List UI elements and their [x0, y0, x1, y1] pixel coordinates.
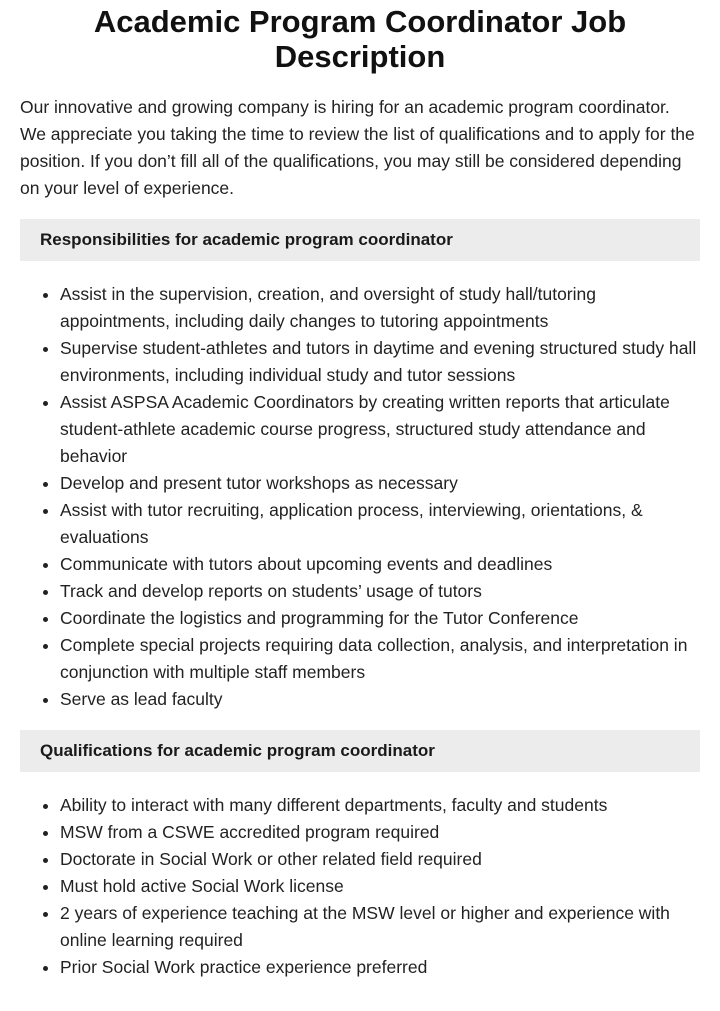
- list-item: • MSW from a CSWE accredited program required: [60, 819, 700, 846]
- list-item: • Assist in the supervision, creation, and oversight of study hall/tutoring appointments, including daily changes to tutoring appointments: [60, 281, 700, 335]
- responsibilities-heading: Responsibilities for academic program coordinator: [20, 219, 700, 261]
- list-item: • Must hold active Social Work license: [60, 873, 700, 900]
- qualifications-list: [20, 792, 700, 981]
- qualifications-heading: Qualifications for academic program coordinator: [20, 730, 700, 772]
- list-item: • 2 years of experience teaching at the MSW level or higher and experience with online learning required: [60, 900, 700, 954]
- list-item: • Supervise student-athletes and tutors in daytime and evening structured study hall environments, including individual study and tutor sessions: [60, 335, 700, 389]
- list-item: • Prior Social Work practice experience preferred: [60, 954, 700, 981]
- list-item: • Complete special projects requiring data collection, analysis, and interpretation in conjunction with multiple staff members: [60, 632, 700, 686]
- list-item: • Track and develop reports on students’ usage of tutors: [60, 578, 700, 605]
- list-item: • Assist with tutor recruiting, application process, interviewing, orientations, & evaluations: [60, 497, 700, 551]
- intro-paragraph: Our innovative and growing company is hiring for an academic program coordinator. We appreciate you taking the time to review the list of qualifications and to apply for the position. If you don’t fill all of the qualifications, you may still be considered depending on your level of experience.: [20, 97, 695, 198]
- page-title: Academic Program Coordinator Job Description: [93, 4, 627, 74]
- list-item: • Develop and present tutor workshops as necessary: [60, 470, 700, 497]
- responsibilities-list: [20, 281, 700, 713]
- list-item: • Doctorate in Social Work or other related field required: [60, 846, 700, 873]
- list-item: • Serve as lead faculty: [60, 686, 700, 713]
- list-item: • Communicate with tutors about upcoming events and deadlines: [60, 551, 700, 578]
- list-item: • Coordinate the logistics and programming for the Tutor Conference: [60, 605, 700, 632]
- list-item: • Assist ASPSA Academic Coordinators by creating written reports that articulate student-athlete academic course progress, structured study attendance and behavior: [60, 389, 700, 470]
- list-item: • Ability to interact with many different departments, faculty and students: [60, 792, 700, 819]
